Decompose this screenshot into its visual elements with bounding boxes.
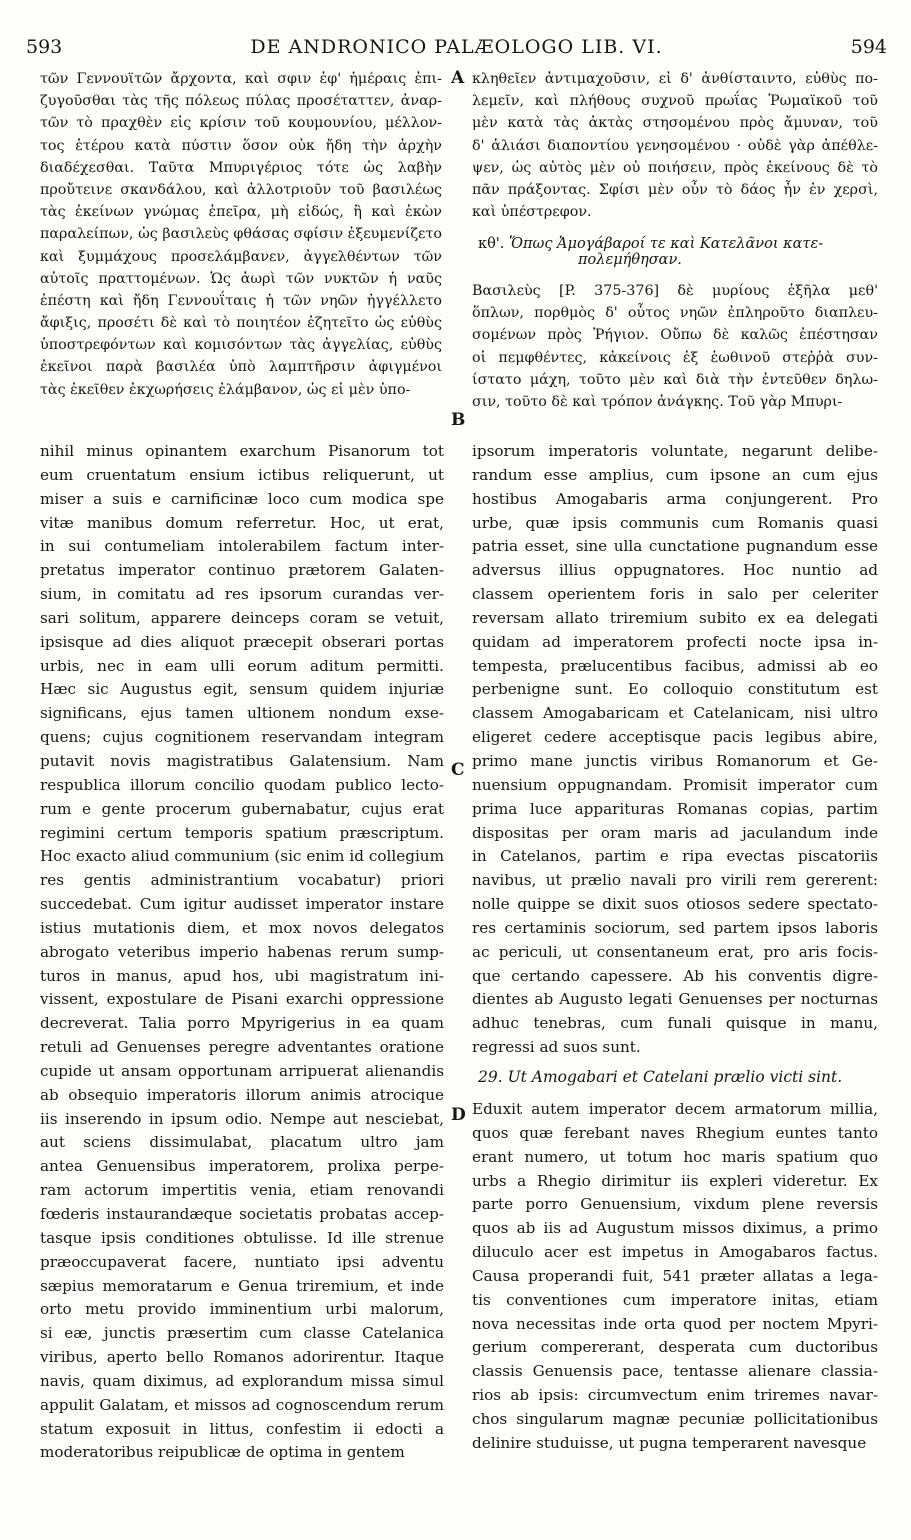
latin-text-right — [472, 440, 878, 1060]
latin-line: si eæ, junctis præsertim cum classe Catelanica — [40, 1324, 444, 1343]
margin-letter-d: D — [451, 1105, 466, 1125]
latin-line: istius mutationis diem, et mox novos delegatos — [40, 918, 444, 937]
greek-line: λεμεῖν, καὶ πλήθους συχνοῦ πρωΐας Ῥωμαϊκοῦ τοῦ — [472, 93, 878, 110]
latin-line: adhuc tenebras, cum funali quisque in manu, — [472, 1014, 878, 1033]
greek-line: ἐπέστη καὶ ἤδη Γεννουΐταις ἡ τῶν νηῶν ἠγγέλλετο — [40, 292, 442, 309]
latin-line: statum exposuit in littus, confestim ii edocti a — [40, 1419, 444, 1438]
latin-line: rios ab ipsis: circumvectum enim triremes navar- — [472, 1386, 878, 1405]
latin-line: orto metu provido imminentium urbi malorum, — [40, 1300, 444, 1319]
latin-line: parte porro Genuensium, vixdum plene reversis — [472, 1195, 878, 1214]
latin-line: randum esse amplius, cum ipsone an cum ejus — [472, 465, 878, 484]
latin-line: retuli ad Genuenses peregre adventantes oratione — [40, 1038, 444, 1057]
greek-line: κληθεῖεν ἀντιμαχοῦσιν, εἰ δ' ἀνθίσταιντο, εὐθὺς πο- — [472, 71, 878, 87]
latin-line: eligeret cedere acceptisque pacis legibus abire, — [472, 728, 878, 747]
greek-chapter-heading — [478, 236, 878, 268]
greek-line: ίστατο μάχη, τοῦτο μὲν καὶ διὰ τὴν ἐντεῦθεν δηλω- — [472, 371, 878, 388]
latin-line: ram actorum impertitis venia, etiam renovandi — [40, 1181, 444, 1200]
latin-line: iis inserendo in ipsum odio. Nempe aut nesciebat, — [40, 1109, 444, 1128]
page-number-left: 593 — [26, 36, 63, 58]
latin-line: miser a suis e carnificinæ loco cum modica spe — [40, 489, 444, 508]
latin-line: navibus, ut prælio navali pro virili rem gererent: — [472, 871, 878, 890]
greek-line: καὶ ξυμμάχους προσελάμβανεν, ἀγγελθέντων τῶν — [40, 248, 442, 265]
greek-line: ἐκεῖνοι παρὰ βασιλέα ὑπὸ λαμπτῆρσιν ἀφιγμένοι — [40, 359, 442, 376]
latin-line: diluculo acer est impetus in Amogabaros factus. — [472, 1243, 878, 1262]
latin-line: adversus illius oppugnatores. Hoc nuntio ad — [472, 561, 878, 580]
latin-line: navis, quam diximus, ad explorandum missa simul — [40, 1371, 444, 1390]
greek-line: τῶν τὸ πραχθὲν εἰς κρίσιν τοῦ κουμουνίου, μέλλον- — [40, 115, 442, 132]
latin-line: quos quæ ferebant naves Rhegium euntes tanto — [472, 1123, 878, 1142]
latin-line: abrogato veteribus imperio habenas rerum sump- — [40, 942, 444, 961]
greek-line: αὐτοῖς πραττομένων. Ὡς ἀωρὶ τῶν νυκτῶν ἡ ναῦς — [40, 270, 442, 287]
latin-line: Hoc exacto aliud communium (sic enim id collegium — [40, 847, 444, 866]
latin-line: appulit Galatam, et missos ad cognoscendum rerum — [40, 1395, 444, 1414]
latin-line: ipsorum imperatoris voluntate, negarunt delibe- — [472, 442, 878, 460]
latin-line: turos in manus, apud hos, ubi magistratum ini- — [40, 966, 444, 985]
latin-line: reversam allato triremium subito ex ea delegati — [472, 608, 878, 627]
greek-text-right — [472, 68, 878, 223]
latin-line: nihil minus opinantem exarchum Pisanorum tot — [40, 442, 444, 460]
latin-line: nolle quippe se dixit suos otiosos sedere spectato- — [472, 895, 878, 914]
latin-line: quos ab iis ad Augustum missos diximus, a primo — [472, 1219, 878, 1238]
latin-line: eum cruentatum ensium ictibus reliquerunt, ut — [40, 465, 444, 484]
latin-line: erant numero, ut totum hoc maris spatium quo — [472, 1147, 878, 1166]
running-title: DE ANDRONICO PALÆOLOGO LIB. VI. — [250, 36, 663, 58]
greek-text-left — [40, 68, 442, 401]
latin-line: res certaminis sociorum, sed partem ipsos laboris — [472, 918, 878, 937]
latin-line: sæpius memoratarum e Genua triremium, et inde — [40, 1276, 444, 1295]
latin-line: pretatus imperator continuo prætorem Galaten- — [40, 561, 444, 580]
latin-line: dispositas per oram maris ad jaculandum inde — [472, 823, 878, 842]
latin-line: moderatoribus reipublicæ de optima in gentem — [40, 1443, 405, 1462]
latin-line: urbs a Rhegio dirimitur iis expleri videretur. Ex — [472, 1171, 878, 1190]
greek-text-right-2 — [472, 280, 878, 413]
latin-line: quidam ad imperatorem profecti nocte ipsa in- — [472, 632, 878, 651]
latin-line: vissent, expostulare de Pisani exarchi oppressione — [40, 990, 444, 1009]
latin-line: sari solitum, apparere deinceps coram se vetuit, — [40, 608, 444, 627]
greek-line: σιν, τοῦτο δὲ καὶ τρόπον ἀνάγκης. Τοῦ γὰρ Μπυρι- — [472, 393, 843, 410]
latin-line: in sui contumeliam intolerabilem factum inter- — [40, 537, 444, 556]
latin-line: fœderis instaurandæque societatis probatas accep- — [40, 1205, 444, 1223]
latin-line: gerium compererant, desperata cum ductoribus — [472, 1338, 878, 1357]
latin-line: tis conventiones cum imperatore initas, etiam — [472, 1290, 878, 1309]
latin-line: Causa properandi fuit, 541 præter allatas a lega- — [472, 1266, 878, 1285]
latin-line: res gentis administrantium vocabatur) priori — [40, 871, 444, 890]
latin-line: putavit novis magistratibus Galatensium. Nam — [40, 751, 444, 770]
greek-line: σομένων πρὸς Ῥήγιον. Οὔπω δὲ καλῶς ἐπέστησαν — [472, 327, 878, 344]
greek-line: καὶ ὑπέστρεφον. — [472, 204, 592, 221]
latin-line: patria esset, sine ulla cunctatione pugnandum esse — [472, 537, 878, 556]
latin-line: vitæ manibus domum referretur. Hoc, ut erat, — [40, 513, 444, 532]
latin-line: aut sciens dissimulabat, placatum ultro jam — [40, 1133, 444, 1152]
latin-line: quens; cujus cognitionem reservandam integram — [40, 728, 444, 747]
latin-line: classem Amogabaricam et Catelanicam, nisi ultro — [472, 704, 878, 723]
greek-line: μὲν κατὰ τὰς ἀκτὰς στησομένου πρὸς ἄμυναν, τοῦ — [472, 115, 878, 132]
greek-chapter-title: Ὅπως Ἀμογάβαροί τε καὶ Κατελᾶνοι κατε- — [509, 236, 824, 252]
greek-line: τὰς ἐκεῖθεν ἐκχωρήσεις ἐλάμβανον, ὡς εἰ μὲν ὑπο- — [40, 381, 411, 398]
latin-line: chos singularum magnæ pecuniæ pollicitationibus — [472, 1409, 878, 1428]
latin-line: viribus, aperto bello Romanos adorirentur. Itaque — [40, 1348, 444, 1367]
latin-line: in Catelanos, partim e ripa evectas piscatoriis — [472, 847, 878, 866]
greek-line: τὰς ἐκείνων γνώμας ἐπεῖρα, μὴ εἰδώς, ἢ καὶ ἑκὼν — [40, 204, 442, 221]
greek-chapter-number: κθ'. — [478, 236, 505, 252]
latin-line: Eduxit autem imperator decem armatorum millia, — [472, 1100, 878, 1118]
margin-letter-b: B — [451, 410, 466, 430]
latin-line: urbis, nec in eam ulli eorum aditum permitti. — [40, 656, 444, 675]
greek-line: ὅπλων, πορθμὸς δ' οὗτος νηῶν ἐπληροῦτο διαπλευ- — [472, 305, 878, 322]
greek-line: τος ἑτέρου κατὰ πύστιν ὅσον οὐκ ἤδη τὴν ἀρχὴν — [40, 137, 442, 154]
latin-line: tasque ipsis conditiones obtulisse. Id ille strenue — [40, 1228, 444, 1247]
latin-line: delinire studuisse, ut pugna temperarent navesque — [472, 1433, 867, 1452]
latin-line: ipsisque ad dies aliquot præcepit obserari portas — [40, 632, 444, 651]
latin-line: classem operientem foris in salo per celeriter — [472, 585, 878, 604]
latin-line: regressi ad suos sunt. — [472, 1038, 641, 1057]
margin-letter-c: C — [451, 760, 465, 780]
greek-line: παραλείπων, ὡς βασιλεὺς φθάσας σφίσιν ἐξευμενίζετο — [40, 226, 442, 243]
latin-line: perbenigne sunt. Eo colloquio constitutum est — [472, 680, 878, 699]
greek-line: ζυγοῦσθαι τὰς τῆς πόλεως πύλας προσέταττεν, ἀναρ- — [40, 93, 442, 110]
latin-text-left — [40, 440, 444, 1465]
greek-chapter-title-cont: πολεμήθησαν. — [578, 252, 682, 268]
latin-line: respublica illorum concilio quodam publico lecto- — [40, 775, 444, 794]
latin-line: classis Genuensis pace, tentasse alienare classia- — [472, 1362, 878, 1381]
margin-letter-a: A — [451, 68, 465, 88]
greek-line: τῶν Γεννουϊτῶν ἄρχοντα, καὶ σφιν ἐφ' ἡμέραις ἐπι- — [40, 71, 442, 87]
latin-line: primo mane junctis viribus Romanorum et Ge- — [472, 751, 878, 770]
greek-line: ψεν, ὡς αὐτὸς μὲν οὐ ποιήσειν, πρὸς ἐκείνους δὲ τὸ — [472, 159, 878, 176]
latin-line: nova necessitas inde orta quod per noctem Mpyri- — [472, 1314, 878, 1333]
latin-line: prima luce apparituras Romanas copias, partim — [472, 799, 878, 818]
latin-line: ac periculi, ut consentaneum erat, pro aris focis- — [472, 942, 878, 961]
latin-line: significans, ejus tamen ultionem nondum exse- — [40, 704, 444, 723]
greek-line: ὑποστρεφόντων καὶ κομισόντων τὰς ἀγγελίας, εὐθὺς — [40, 337, 442, 354]
latin-line: urbe, quæ ipsis communis cum Romanis quasi — [472, 513, 878, 532]
latin-line: decreverat. Talia porro Mpyrigerius in ea quam — [40, 1014, 444, 1033]
greek-line: προὔτεινε σκανδάλου, καὶ ἀλλοτριοῦν τοῦ βασιλέως — [40, 181, 442, 198]
latin-line: præoccupaverat facere, nuntiato ipsi adventu — [40, 1252, 444, 1271]
latin-line: sium, in comitatu ad res ipsorum curandas ver- — [40, 585, 444, 604]
latin-line: cupide ut ansam opportunam arripuerat alienandis — [40, 1061, 444, 1080]
latin-line: ab obsequio imperatoris illorum animis atrocique — [40, 1085, 444, 1104]
latin-line: rum e gente procerum gubernabatur, cujus erat — [40, 799, 444, 818]
latin-line: succedebat. Cum igitur audisset imperator instare — [40, 895, 444, 914]
greek-line: πᾶν πράξοντας. Σφίσι μὲν οὖν τὸ δάος ἦν ἐν χερσὶ, — [472, 181, 878, 198]
latin-line: dientes ab Augusto legati Genuenses per nocturnas — [472, 990, 878, 1009]
latin-line: Hæc sic Augustus egit, sensum quidem injuriæ — [40, 680, 444, 699]
latin-chapter-heading: 29. Ut Amogabari et Catelani prælio victi sint. — [478, 1068, 843, 1086]
latin-line: regimini certum temporis spatium præscriptum. — [40, 823, 444, 842]
greek-line: διαδέχεσθαι. Ταῦτα Μπυριγέριος τότε ὡς λαβὴν — [40, 159, 442, 176]
page-number-right: 594 — [850, 36, 887, 58]
greek-line: Βασιλεὺς [P. 375-376] δὲ μυρίους ἐξῆλα μεθ' — [472, 283, 878, 299]
greek-line: ἄφιξις, προσέτι δὲ καὶ τὸ ποιητέον ἐζητεῖτο ὡς εὐθὺς — [40, 315, 442, 332]
latin-line: hostibus Amogabaris arma conjungerent. Pro — [472, 489, 878, 508]
running-header — [26, 36, 887, 66]
latin-text-right-2 — [472, 1098, 878, 1456]
latin-line: que certando capessere. Ab his conventis digre- — [472, 966, 878, 985]
latin-line: antea Genuensibus imperatorem, prolixa perpe- — [40, 1157, 444, 1176]
greek-line: δ' ἁλιάσι διαποντίου γενησομένου · οὐδὲ γὰρ ἀπέθλε- — [472, 137, 878, 154]
greek-line: οἱ πεμφθέντες, κἀκείνοις ἐξ ἑωθινοῦ στεῤῥὰ συν- — [472, 349, 878, 366]
latin-line: nuensium oppugnandam. Promisit imperator cum — [472, 775, 878, 794]
latin-line: tempesta, prælucentibus facibus, admissi ab eo — [472, 656, 878, 675]
